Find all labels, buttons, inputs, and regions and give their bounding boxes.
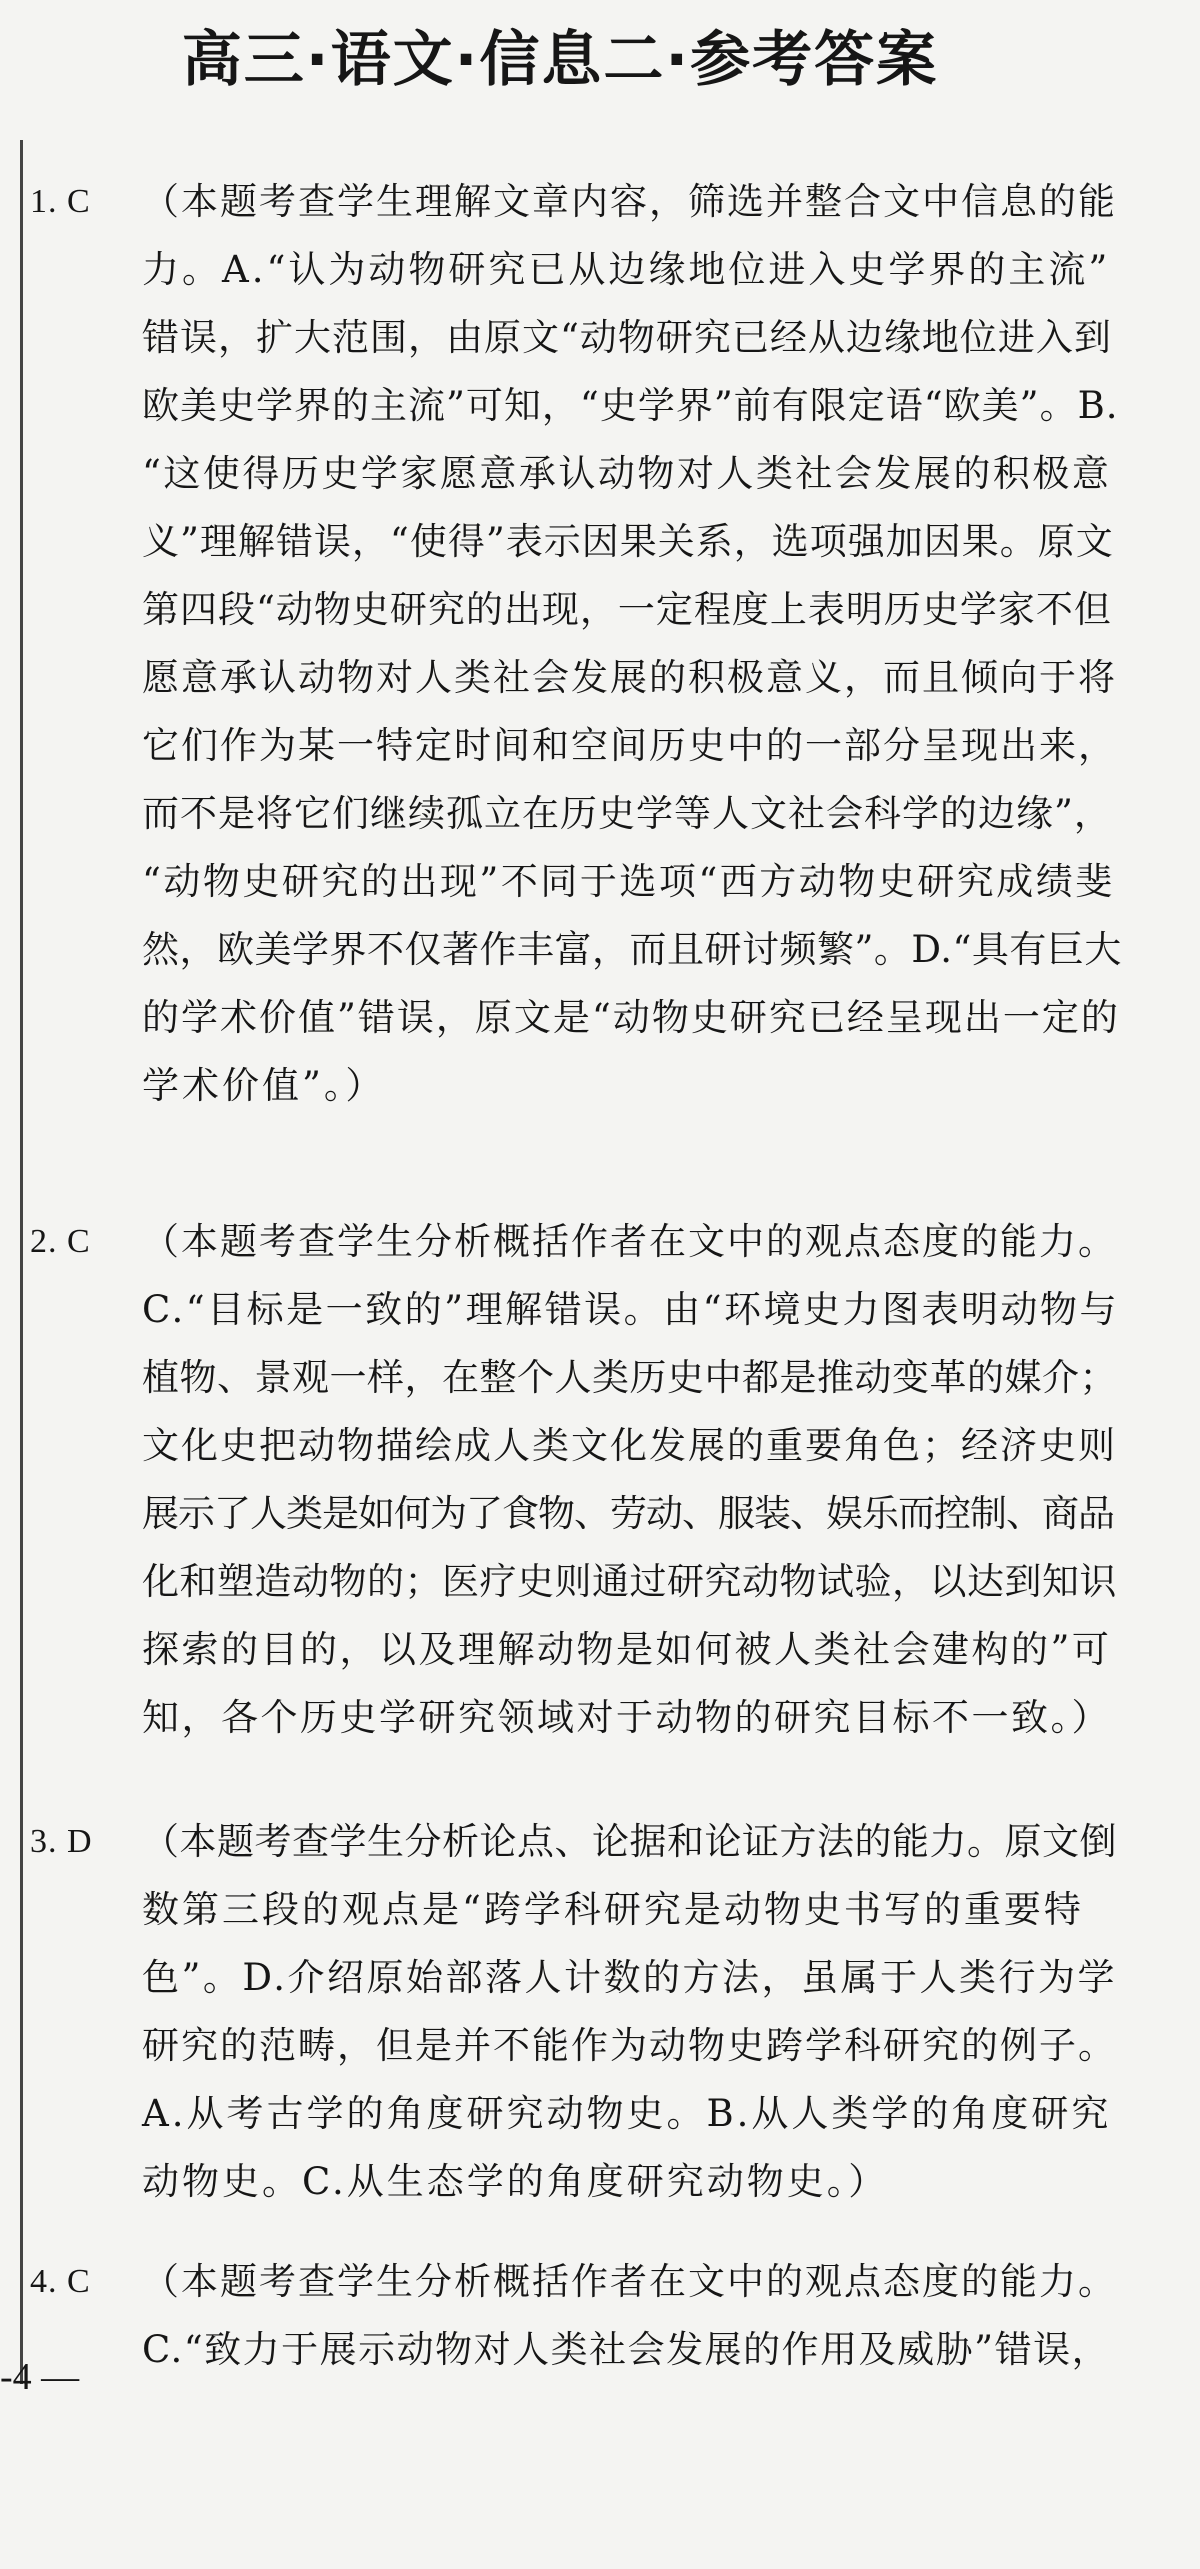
- text-line: 第四段“动物史研究的出现，一定程度上表明历史学家不但: [142, 588, 1112, 631]
- answer-number: 2. C: [30, 1223, 91, 1260]
- answer-explanation: [142, 168, 1122, 1120]
- answer-number: 3. D: [30, 1823, 93, 1860]
- text-line: 植物、景观一样，在整个人类历史中都是推动变革的媒介；: [142, 1356, 1117, 1399]
- text-line: 探索的目的，以及理解动物是如何被人类社会建构的”可: [142, 1628, 1112, 1671]
- text-line: C.“致力于展示动物对人类社会发展的作用及威胁”错误，: [142, 2328, 1111, 2371]
- text-line: 力。A.“认为动物研究已从边缘地位进入史学界的主流”: [142, 248, 1111, 291]
- text-line: 动物史。C.从生态学的角度研究动物史。）: [142, 2160, 889, 2203]
- answer-explanation: [142, 1808, 1122, 2216]
- text-line: 色”。D.介绍原始部落人计数的方法，虽属于人类行为学: [142, 1956, 1118, 1999]
- text-line: 义”理解错误，“使得”表示因果关系，选项强加因果。原文: [142, 520, 1114, 563]
- text-line: 文化史把动物描绘成人类文化发展的重要角色；经济史则: [142, 1424, 1117, 1467]
- text-line: 化和塑造动物的；医疗史则通过研究动物试验，以达到知识: [142, 1560, 1117, 1603]
- text-line: 研究的范畴，但是并不能作为动物史跨学科研究的例子。: [142, 2024, 1117, 2067]
- text-line: 愿意承认动物对人类社会发展的积极意义，而且倾向于将: [142, 656, 1117, 699]
- text-line: 知，各个历史学研究领域对于动物的研究目标不一致。）: [142, 1696, 1111, 1739]
- answer-explanation: [142, 1208, 1122, 1752]
- text-line: 展示了人类是如何为了食物、劳动、服装、娱乐而控制、商品: [142, 1492, 1114, 1535]
- text-line: （本题考查学生分析概括作者在文中的观点态度的能力。: [142, 1220, 1117, 1263]
- answer-number: 4. C: [30, 2263, 91, 2300]
- text-line: 错误，扩大范围，由原文“动物研究已经从边缘地位进入到: [142, 316, 1112, 359]
- text-line: 的学术价值”错误，原文是“动物史研究已经呈现出一定的: [142, 996, 1120, 1039]
- answer-explanation: [142, 2248, 1122, 2384]
- text-line: 学术价值”。）: [142, 1064, 386, 1107]
- text-line: “这使得历史学家愿意承认动物对人类社会发展的积极意: [142, 452, 1112, 495]
- answer-number: 1. C: [30, 183, 91, 220]
- text-line: C.“目标是一致的”理解错误。由“环境史力图表明动物与: [142, 1288, 1119, 1331]
- text-line: （本题考查学生分析论点、论据和论证方法的能力。原文倒: [142, 1820, 1117, 1863]
- page-number: -4 —: [0, 2356, 80, 2398]
- text-line: 欧美史学界的主流”可知，“史学界”前有限定语“欧美”。B.: [142, 384, 1119, 427]
- text-line: （本题考查学生理解文章内容，筛选并整合文中信息的能: [142, 180, 1117, 223]
- text-line: 它们作为某一特定时间和空间历史中的一部分呈现出来，: [142, 724, 1117, 767]
- text-line: “动物史研究的出现”不同于选项“西方动物史研究成绩斐: [142, 860, 1115, 903]
- page-title: 高三·语文·信息二·参考答案: [181, 25, 939, 95]
- text-line: 而不是将它们继续孤立在历史学等人文社会科学的边缘”，: [142, 792, 1112, 835]
- text-line: （本题考查学生分析概括作者在文中的观点态度的能力。: [142, 2260, 1117, 2303]
- text-line: 数第三段的观点是“跨学科研究是动物史书写的重要特: [142, 1888, 1084, 1931]
- text-line: A.从考古学的角度研究动物史。B.从人类学的角度研究: [142, 2092, 1112, 2135]
- left-margin-rule: [20, 140, 23, 2384]
- text-line: 然，欧美学界不仅著作丰富，而且研讨频繁”。D.“具有巨大: [142, 928, 1122, 971]
